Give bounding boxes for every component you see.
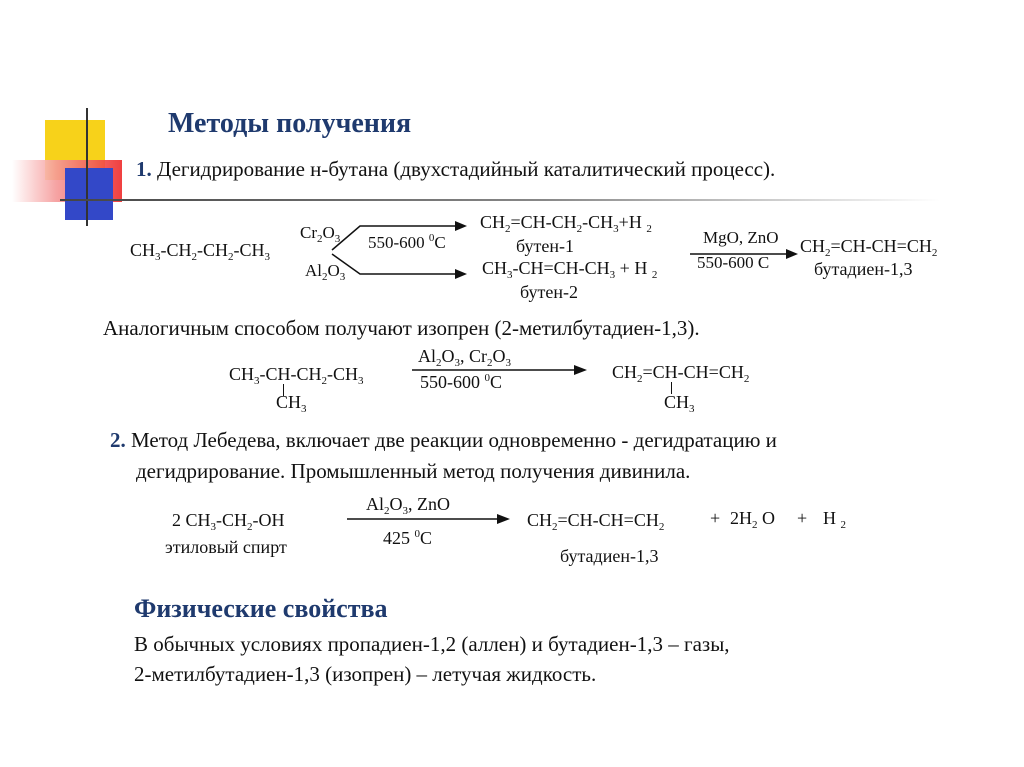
- r1-reactant: $CH_3-CH_2-CH_2-CH_3$: [130, 240, 271, 263]
- r1-product1-name: бутен-1: [516, 236, 574, 256]
- r3-reactant-name: этиловый спирт: [165, 537, 287, 557]
- r3-water: $2H_2$ O: [730, 508, 775, 531]
- phys-line2: 2-метилбутадиен-1,3 (изопрен) – летучая жидкость.: [134, 662, 597, 686]
- r3-arrow: [347, 513, 517, 525]
- method2-text2: дегидрирование. Промышленный метод получения дивинила.: [136, 459, 691, 483]
- r1-catalyst2: MgO, ZnO: [703, 228, 779, 247]
- method2-line1: [110, 428, 777, 453]
- method2-number: 2.: [110, 428, 126, 452]
- r1-final-product: $CH_2=CH-CH=CH_2$: [800, 236, 938, 259]
- method1-text: Дегидрирование н-бутана (двухстадийный каталитический процесс).: [157, 157, 776, 181]
- method1-line: [136, 157, 775, 182]
- r2-product-branch: $CH_3$: [664, 392, 695, 415]
- method1-number: 1.: [136, 157, 152, 181]
- decor-vertical-line: [86, 108, 88, 226]
- method2-text1: Метод Лебедева, включает две реакции одновременно - дегидратацию и: [131, 428, 777, 452]
- decor-blue-square: [65, 168, 113, 220]
- r2-reactant: $CH_3-CH-CH_2-CH_3$: [229, 364, 364, 387]
- phys-title: Физические свойства: [134, 594, 388, 623]
- r3-catalyst: $Al_2O_3$, ZnO: [366, 494, 450, 517]
- r2-temperature: 550-600 $^0$C: [420, 372, 503, 392]
- r3-hydrogen: H $_2$: [823, 508, 846, 531]
- r3-plus2: +: [797, 508, 808, 528]
- r1-temperature2: 550-600 C: [697, 253, 770, 272]
- r1-final-name: бутадиен-1,3: [814, 259, 913, 279]
- r3-reactant: 2 $CH_3-CH_2-OH$: [172, 510, 285, 533]
- analog-text: Аналогичным способом получают изопрен (2-метилбутадиен-1,3).: [103, 316, 700, 340]
- r1-catalyst-bottom: $Al_2O_3$: [305, 261, 346, 283]
- r3-product: $CH_2=CH-CH=CH_2$: [527, 510, 665, 533]
- r2-branch: $CH_3$: [276, 392, 307, 415]
- r1-temperature: 550-600 $^0$C: [368, 232, 446, 252]
- phys-line1: В обычных условиях пропадиен-1,2 (аллен) и бутадиен-1,3 – газы,: [134, 632, 730, 656]
- r1-product2-name: бутен-2: [520, 282, 578, 302]
- r1-product2: $CH_3-CH=CH-CH_3 + H$ $_2$: [482, 258, 658, 281]
- r2-product: $CH_2=CH-CH=CH_2$: [612, 362, 750, 385]
- r3-temperature: 425 $^0$C: [383, 528, 433, 548]
- r1-product1: $CH_2=CH-CH_2-CH_3+H$ $_2$: [480, 212, 652, 235]
- decor-horizontal-line: [60, 199, 940, 201]
- r3-plus1: +: [710, 508, 721, 528]
- r2-catalyst: $Al_2O_3$, $Cr_2O_3$: [418, 346, 511, 369]
- page-title: Методы получения: [168, 108, 412, 139]
- r1-catalyst-top: $Cr_2O_3$: [300, 223, 341, 245]
- r1-split-arrow: [330, 218, 470, 288]
- r3-product-name: бутадиен-1,3: [560, 546, 659, 566]
